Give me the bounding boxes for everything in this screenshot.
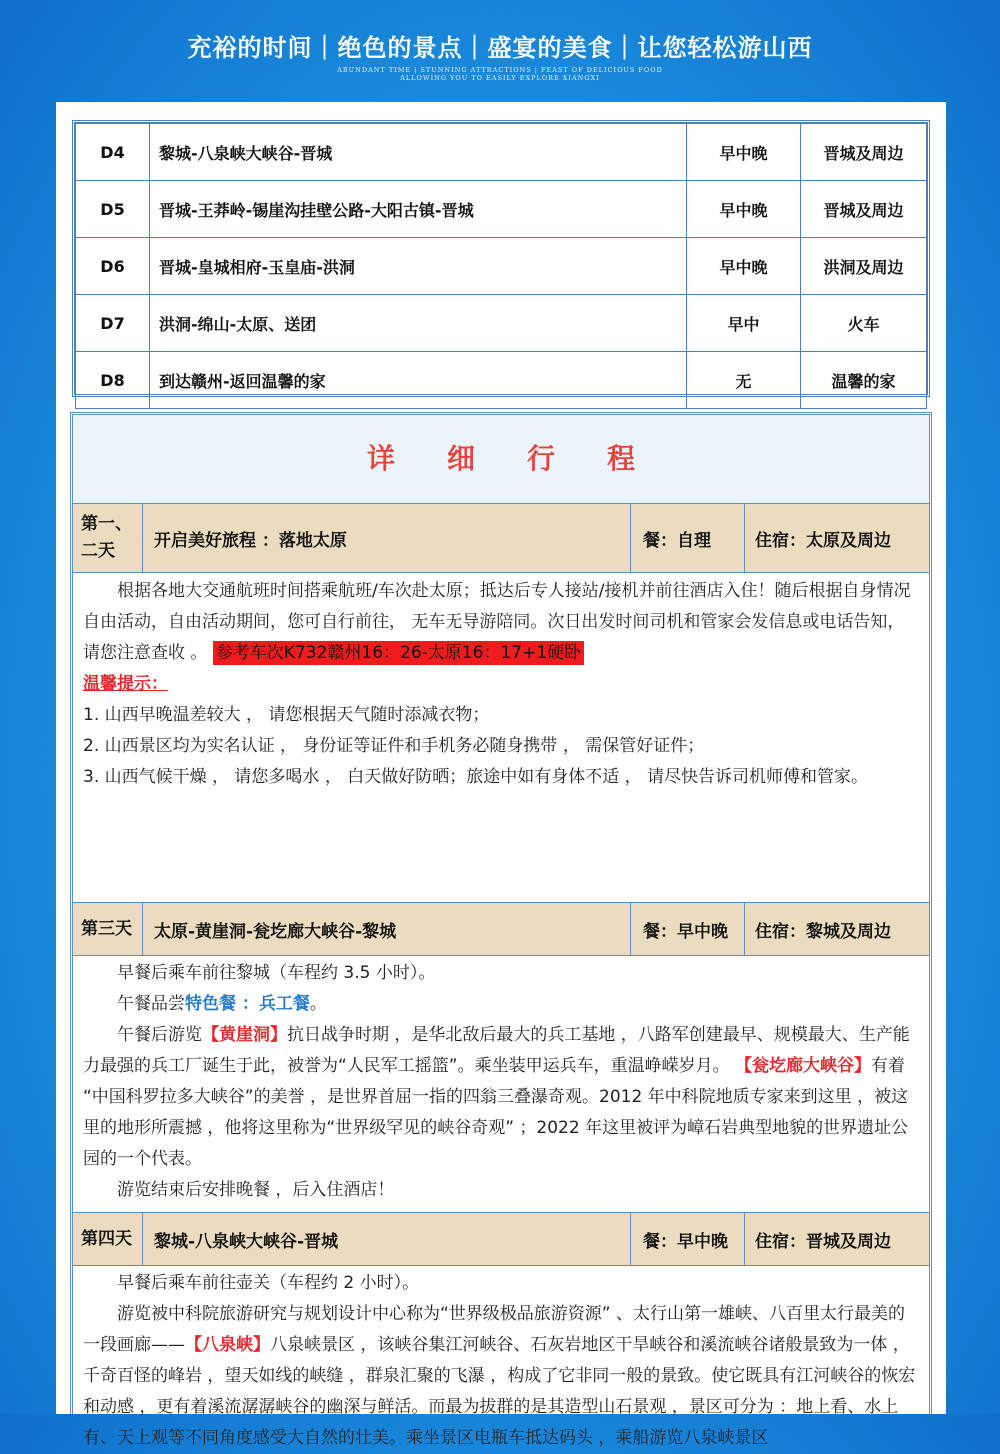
day-meals: 餐：自理: [631, 504, 745, 572]
day-paragraph: 有着 “中国科罗拉多大峡谷”的美誉 ，是世界首屈一指的四翁三叠瀑奇观。2012 年中科院地质专家来到这里 ，被这里的地形所震撼 ，他将这里称为“世界级罕见的峡谷奇观” ；2022 年这里被评为嶂石岩典型地貌的世界遗址公园的一个代表。: [83, 1056, 909, 1169]
spot-name: 【八泉峡】: [185, 1335, 270, 1355]
tip-item: 1. 山西早晚温差较大 ， 请您根据天气随时添减衣物；: [83, 705, 490, 725]
overview-row: [76, 352, 927, 409]
detail-title-bar: [73, 415, 929, 504]
day-label: 第一、二天: [73, 504, 143, 572]
overview-meals: 早中晚: [687, 124, 801, 181]
train-highlight: 参考车次K732赣州16：26-太原16：17+1硬卧: [213, 641, 584, 665]
day-body: [83, 576, 921, 793]
day-body: [83, 958, 921, 1206]
tip-item: 2. 山西景区均为实名认证 ， 身份证等证件和手机务必随身携带 ， 需保管好证件；: [83, 736, 705, 756]
day-body: [83, 1268, 921, 1454]
itinerary-card: [56, 102, 946, 1448]
day-route: 开启美好旅程 ：落地太原: [143, 504, 631, 572]
overview-row: [76, 181, 927, 238]
day-paragraph: 根据各地大交通航班时间搭乘航班/车次赴太原；抵达后专人接站/接机并前往酒店入住！随后根据自身情况自由活动，自由活动期间，您可自行前往， 无车无导游陪同。次日出发时间司机和管家会发信息或电话告知， 请您注意查收 。: [83, 581, 911, 663]
day-paragraph: 早餐后乘车前往壶关（车程约 2 小时）。: [117, 1273, 420, 1293]
overview-route: 洪洞-绵山-太原、送团: [150, 295, 687, 352]
overview-day: D4: [76, 124, 150, 181]
overview-route: 到达赣州-返回温馨的家: [150, 352, 687, 409]
overview-table: [72, 120, 930, 397]
day-paragraph: 游览结束后安排晚餐 ，后入住酒店！: [117, 1180, 395, 1200]
day-label: 第四天: [73, 1213, 143, 1265]
overview-hotel: 洪洞及周边: [801, 238, 927, 295]
overview-route: 晋城-皇城相府-玉皇庙-洪洞: [150, 238, 687, 295]
day-meals: 餐：早中晚: [631, 1213, 745, 1265]
day-hotel: 住宿：黎城及周边: [755, 921, 891, 942]
overview-hotel: 晋城及周边: [801, 124, 927, 181]
day-header: [73, 902, 929, 956]
spot-name: 【黄崖洞】: [202, 1025, 287, 1045]
overview-row: [76, 238, 927, 295]
overview-hotel: 温馨的家: [801, 352, 927, 409]
day-meals: 餐：早中晚: [631, 903, 745, 955]
day-paragraph: 抗日战争时期 ，是华北敌后最大的兵工基地 ，八路军创建最早、规模最大、生产能力最强的兵工厂诞生于此，被誉为“人民军工摇篮”。乘坐装甲运兵车，重温峥嵘岁月。: [83, 1025, 910, 1076]
overview-row: [76, 124, 927, 181]
detail-title: 详细行程: [366, 442, 687, 475]
overview-meals: 早中: [687, 295, 801, 352]
day-hotel: 住宿：太原及周边: [755, 530, 891, 551]
overview-hotel: 晋城及周边: [801, 181, 927, 238]
overview-hotel: 火车: [801, 295, 927, 352]
day-paragraph: 午餐后游览: [117, 1025, 202, 1045]
tip-label: 温馨提示：: [83, 674, 168, 694]
punct: 。: [309, 994, 327, 1014]
overview-meals: 无: [687, 352, 801, 409]
spot-name: 【瓮圪廊大峡谷】: [735, 1056, 872, 1076]
page-slogan: 充裕的时间｜绝色的景点｜盛宴的美食｜让您轻松游山西: [187, 33, 813, 62]
overview-day: D5: [76, 181, 150, 238]
overview-day: D7: [76, 295, 150, 352]
page-slogan-en-1: ABUNDANT TIME | STUNNING ATTRACTIONS | FEAST OF DELICIOUS FOOD: [337, 66, 663, 74]
overview-route: 黎城-八泉峡大峡谷-晋城: [150, 124, 687, 181]
day-hotel: 住宿：晋城及周边: [755, 1231, 891, 1252]
overview-day: D6: [76, 238, 150, 295]
detailed-itinerary: [70, 412, 932, 1448]
tip-item: 3. 山西气候干燥 ， 请您多喝水 ， 白天做好防晒；旅途中如有身体不适 ， 请尽快告诉司机师傅和管家。: [83, 767, 869, 787]
overview-meals: 早中晚: [687, 238, 801, 295]
special-meal: 特色餐 ：兵工餐: [185, 994, 310, 1014]
day-header: [73, 503, 929, 573]
day-paragraph: 早餐后乘车前往黎城（车程约 3.5 小时）。: [117, 963, 436, 983]
day-route: 太原-黄崖洞-瓮圪廊大峡谷-黎城: [143, 903, 631, 955]
overview-row: [76, 295, 927, 352]
overview-meals: 早中晚: [687, 181, 801, 238]
day-paragraph: 午餐品尝: [117, 994, 185, 1014]
day-header: [73, 1212, 929, 1266]
day-route: 黎城-八泉峡大峡谷-晋城: [143, 1213, 631, 1265]
day-paragraph: 游览被中科院旅游研究与规划设计中心称为“世界级极品旅游资源” 、太行山第一雄峡、八百里太行最美的一段画廊——: [83, 1304, 906, 1355]
overview-route: 晋城-王莽岭-锡崖沟挂壁公路-大阳古镇-晋城: [150, 181, 687, 238]
day-label: 第三天: [73, 903, 143, 955]
day-paragraph: 八泉峡景区 ，该峡谷集江河峡谷、石灰岩地区干旱峡谷和溪流峡谷诸般景致为一体 ，千奇百怪的峰岩 ，望天如线的峡缝 ，群泉汇聚的飞瀑 ，构成了它非同一般的景致。使它既具有江河峡谷的恢宏和动感 ，更有着溪流潺潺峡谷的幽深与鲜活。而最为拔群的是其造型山石景观 ，景区可分为 ：地上看、水上有、天上观等不同角度感受大自然的壮美。乘坐景区电瓶车抵达码头 ，乘船游览八泉峡景区: [83, 1335, 916, 1448]
page-slogan-en-2: ALLOWING YOU TO EASILY EXPLORE XIANGXI: [400, 74, 600, 82]
overview-day: D8: [76, 352, 150, 409]
